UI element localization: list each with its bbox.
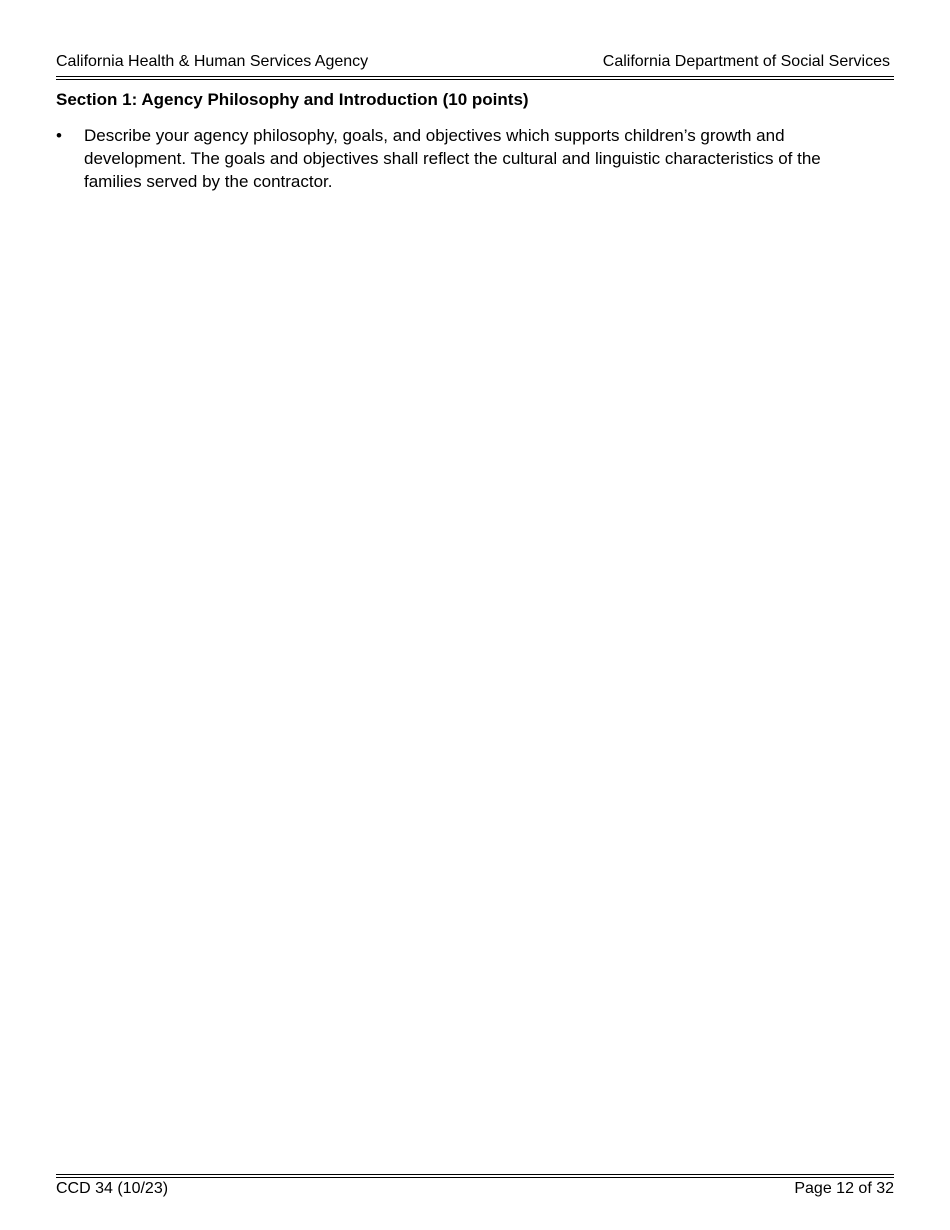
list-item xyxy=(56,124,876,193)
bullet-text: Describe your agency philosophy, goals, and objectives which supports children’s growth and development. The goals and objectives shall reflect the cultural and linguistic characteristics of the families served by the contractor. xyxy=(84,126,821,191)
header-agency: California Health & Human Services Agency xyxy=(56,53,369,70)
page-header xyxy=(56,52,894,72)
footer-form-id: CCD 34 (10/23) xyxy=(56,1180,169,1197)
section-title: Section 1: Agency Philosophy and Introduction (10 points) xyxy=(56,90,529,109)
bullet-list xyxy=(56,124,876,193)
header-divider xyxy=(56,76,894,80)
header-department: California Department of Social Services xyxy=(602,53,890,70)
bullet-icon: • xyxy=(56,126,62,145)
footer-divider xyxy=(56,1174,894,1178)
page-footer xyxy=(56,1179,894,1199)
footer-page-number: Page 12 of 32 xyxy=(794,1180,894,1197)
